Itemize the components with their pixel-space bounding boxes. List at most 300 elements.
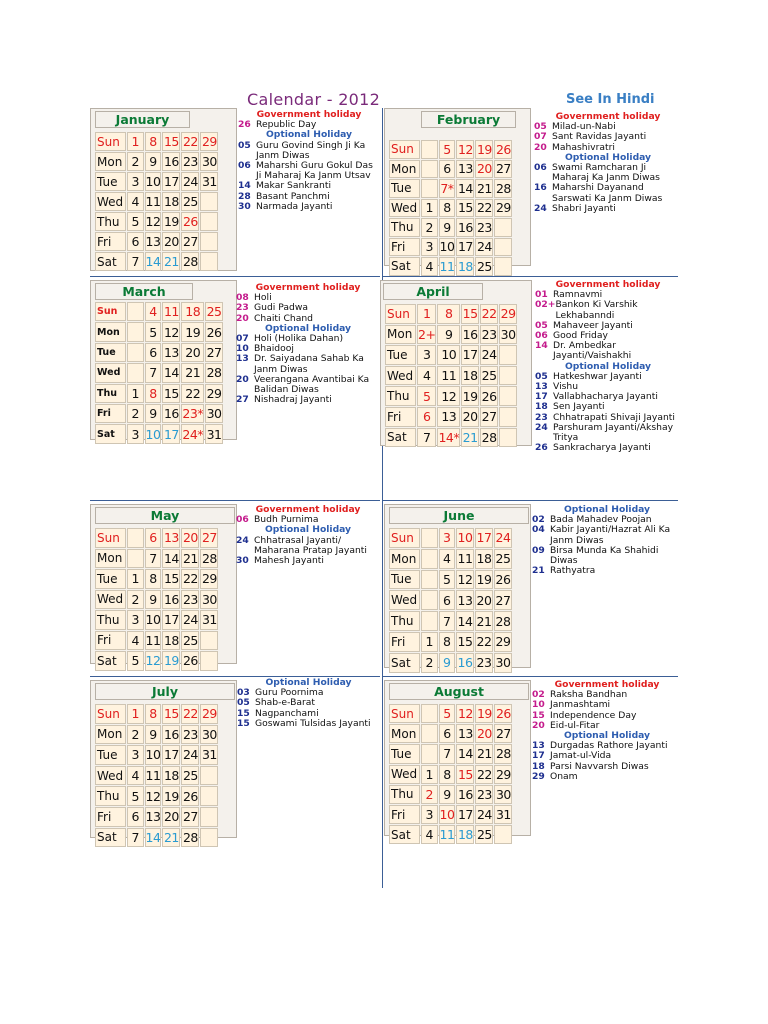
date-cell [499,345,517,365]
week-row-wed [95,590,218,610]
holiday-date: 02 [532,689,545,701]
date-cell: 14 [162,363,180,382]
date-cell: 24 [475,805,493,824]
date-cell [494,238,512,257]
holiday-name: Eid-ul-Fitar [550,719,600,731]
holiday-date: 18 [535,401,548,413]
day-name-mon: Mon [389,549,420,569]
date-cell: 28 [181,828,199,848]
holiday-name: Sen Jayanti [553,401,605,413]
holiday-name: Shab-e-Barat [255,697,316,709]
day-name-sun: Sun [95,132,126,151]
government-holiday-heading: Government holiday [255,282,361,293]
see-in-hindi-link[interactable]: See In Hindi [566,92,655,107]
date-cell: 26 [181,786,199,806]
day-name-fri: Fri [389,805,420,824]
week-row-sun [95,704,218,724]
holiday-date: 07 [534,131,547,143]
date-cell: 28 [200,549,218,569]
date-cell: 10 [439,805,456,824]
date-cell: 5 [439,570,456,590]
date-cell: 30 [201,154,217,169]
week-row-mon [389,549,512,569]
date-cell [421,611,438,631]
date-cell: 26 [205,322,223,341]
date-cell: 3 [127,172,144,191]
holiday-date: 29 [532,770,545,782]
date-cell: 11 [145,631,162,651]
date-cell: 25 [475,825,493,844]
divider [90,276,380,277]
date-cell: 18 [457,258,473,274]
government-holiday-heading: Government holiday [256,109,362,120]
date-cell [127,322,144,341]
date-cell: 17 [457,239,473,255]
holiday-name: Narmada Jayanti [256,200,333,212]
holiday-item [534,163,682,183]
month-july [90,680,237,845]
date-cell: 13 [457,161,473,177]
date-cell: 19 [162,651,180,671]
date-cell: 3 [421,805,438,824]
holiday-item [236,395,380,405]
day-name-mon: Mon [95,549,126,569]
holiday-name: Janmashtami [550,699,611,711]
week-row-sun [95,302,223,321]
date-cell: 30 [494,653,512,673]
week-row-wed [95,363,223,382]
date-cell: 13 [456,724,474,743]
week-row-sat [389,825,512,844]
date-cell: 14 [457,180,473,196]
week-row-thu [95,212,218,231]
date-cell: 24 [476,239,492,255]
date-cell: 22 [475,632,493,652]
day-name-mon: Mon [95,322,126,341]
day-name-fri: Fri [95,404,126,423]
holiday-name: Ramnavmi [553,289,603,301]
date-cell [421,590,438,610]
holiday-item [532,772,682,782]
date-cell: 1 [127,704,144,724]
date-cell: 27 [480,407,498,427]
date-cell: 4 [417,366,436,386]
date-cell: 13 [456,590,474,610]
holiday-item [532,546,682,566]
date-cell: 15 [162,384,180,403]
week-row-wed [95,192,218,211]
week-row-thu [95,384,223,403]
holiday-date: 06 [238,160,251,172]
date-cell: 21 [475,744,493,763]
date-cell [200,631,218,651]
holiday-name: Onam [550,770,578,782]
date-cell: 4 [127,192,144,211]
holiday-date: 13 [236,353,249,365]
week-row-sat [95,252,218,271]
date-cell: 4 [127,631,144,651]
date-cell: 20 [181,528,199,548]
date-cell: 8 [145,384,162,403]
holiday-date: 20 [236,373,249,385]
date-cell: 26 [495,141,511,157]
date-cell: 25 [182,194,198,209]
holiday-date: 20 [534,141,547,153]
page-title: Calendar - 2012 [247,90,381,109]
date-cell: 17 [162,610,180,630]
date-cell [421,528,438,548]
date-cell [200,807,218,827]
holiday-item [238,202,380,212]
date-cell: 23 [181,725,199,745]
date-cell: 12 [437,386,460,406]
week-row-thu [389,218,512,237]
date-cell: 21 [461,428,479,448]
month-grid [94,703,219,848]
date-cell: 27 [495,161,511,177]
month-february [384,108,531,274]
date-cell: 18 [461,366,479,386]
date-cell: 6 [439,590,456,610]
date-cell: 14 [456,744,474,763]
date-cell: 11 [456,549,474,569]
holiday-date: 24 [534,202,547,214]
date-cell: 29 [200,704,218,724]
date-cell: 18 [162,631,180,651]
week-row-wed [95,766,218,786]
date-cell: 18 [163,194,179,209]
date-cell: 22 [480,304,498,324]
holiday-date: 03 [237,687,250,699]
date-cell: 1 [417,304,436,324]
date-cell: 28 [494,611,512,631]
month-grid [388,527,513,674]
date-cell: 22 [182,134,198,149]
holiday-date: 20 [236,312,249,324]
holiday-name: Makar Sankranti [256,180,332,192]
holiday-name: Rathyatra [550,565,596,577]
day-name-tue: Tue [95,745,126,765]
date-cell [200,192,218,211]
date-cell: 24 [480,345,498,365]
holiday-name: Chhatrasal Jayanti/ Maharana Pratap Jayanti [254,534,367,556]
date-cell: 31 [494,805,512,824]
week-row-sat [95,828,218,848]
day-name-sat: Sat [95,828,126,848]
holiday-date: 10 [236,343,249,355]
date-cell: 10 [145,174,161,189]
holiday-name: Sankracharya Jayanti [553,442,651,454]
date-cell: 27 [494,590,512,610]
date-cell: 16 [163,154,179,169]
holiday-date: 23 [535,411,548,423]
day-name-mon: Mon [95,152,126,171]
date-cell [200,651,218,671]
date-cell: 22 [181,704,199,724]
date-cell: 29 [494,765,512,784]
date-cell: 6 [439,724,456,743]
date-cell: 8 [439,765,456,784]
day-name-tue: Tue [389,570,420,590]
date-cell: 20 [163,234,179,249]
date-cell: 27 [182,234,198,249]
date-cell: 26 [182,214,198,229]
date-cell: 5 [439,140,456,159]
holiday-name: Bankon Ki Varshik Lekhabanndi [555,299,638,321]
government-holiday-heading: Government holiday [555,279,661,290]
date-cell: 19 [162,786,180,806]
date-cell: 29 [200,569,218,589]
date-cell: 26 [181,651,199,671]
date-cell: 7 [439,744,456,763]
date-cell: 12 [456,570,474,590]
date-cell: 14 [456,611,474,631]
holiday-item [236,354,380,374]
week-row-sat [95,424,223,443]
date-cell: 24* [181,424,204,443]
holiday-name: Birsa Munda Ka Shahidi Diwas [550,544,659,567]
holiday-name: Raksha Bandhan [550,689,628,701]
week-row-fri [389,632,512,652]
date-cell: 16 [461,325,479,345]
week-row-thu [385,386,517,406]
date-cell: 30 [200,725,218,745]
date-cell: 11 [162,302,180,321]
holiday-date: 06 [534,162,547,174]
date-cell: 7 [145,549,162,569]
date-cell [494,218,512,237]
date-cell: 3 [127,610,144,630]
date-cell: 31 [205,424,223,443]
divider [383,500,678,501]
date-cell: 2 [421,653,438,673]
date-cell [421,179,438,198]
day-name-thu: Thu [385,386,416,406]
holiday-name: Independence Day [550,709,637,721]
date-cell: 30 [494,785,512,804]
holiday-name: Holi (Holika Dahan) [254,333,344,345]
date-cell: 18 [475,549,493,569]
date-cell: 13 [437,407,460,427]
date-cell [127,528,144,548]
holiday-name: Parsi Navvarsh Diwas [550,760,649,772]
date-cell: 4 [421,825,438,844]
holiday-name: Guru Govind Singh Ji Ka Janm Diwas [256,139,366,161]
holidays-august [532,680,682,782]
day-name-fri: Fri [389,238,420,257]
month-grid [384,303,518,448]
day-name-thu: Thu [95,384,126,403]
date-cell: 17 [461,345,479,365]
holiday-item [535,443,681,453]
week-row-thu [95,786,218,806]
holiday-date: 26 [535,442,548,454]
date-cell: 30 [499,325,517,345]
holiday-item [535,341,681,361]
date-cell: 19 [475,570,493,590]
week-row-tue [389,744,512,763]
holiday-name: Maharshi Dayanand Sarswati Ka Janm Diwas [552,182,663,204]
date-cell: 3 [421,238,438,257]
date-cell: 20 [475,724,493,743]
week-row-tue [95,172,218,191]
date-cell: 21 [181,363,204,382]
month-title: June [389,507,529,524]
month-grid [94,301,224,445]
date-cell [200,766,218,786]
date-cell [421,549,438,569]
date-cell: 20 [475,590,493,610]
holidays-march [236,283,380,405]
optional-holiday-heading: Optional Holiday [564,360,652,372]
date-cell: 21 [162,828,180,848]
week-row-fri [95,631,218,651]
date-cell: 30 [200,590,218,610]
date-cell: 10 [437,345,460,365]
date-cell [200,786,218,806]
holiday-date: 14 [238,180,251,192]
date-cell: 4 [145,302,162,321]
holiday-name: Basant Panchmi [256,190,330,202]
date-cell: 26 [480,386,498,406]
month-grid [388,139,513,277]
date-cell: 6 [145,343,162,362]
date-cell: 19 [461,386,479,406]
date-cell [499,386,517,406]
date-cell: 13 [145,234,161,249]
date-cell: 14 [162,549,180,569]
holiday-date: 05 [237,697,250,709]
day-name-wed: Wed [389,765,420,784]
week-row-sun [385,304,517,324]
date-cell [499,428,517,448]
date-cell [200,828,218,848]
date-cell: 10 [439,239,455,255]
date-cell: 29 [494,632,512,652]
date-cell: 8 [439,199,456,218]
holiday-name: Vallabhacharya Jayanti [553,391,658,403]
holiday-date: 01 [535,289,548,301]
date-cell: 15 [461,304,479,324]
date-cell: 7* [440,180,454,196]
date-cell: 5 [127,212,144,231]
day-name-fri: Fri [95,631,126,651]
week-row-fri [389,238,512,257]
date-cell: 11 [437,366,460,386]
date-cell: 23* [181,404,204,423]
month-title: April [383,283,483,300]
date-cell: 1 [421,765,438,784]
week-row-sat [389,257,512,276]
holiday-date: 07 [236,333,249,345]
week-row-tue [95,343,223,362]
date-cell [499,407,517,427]
week-row-sun [95,528,218,548]
date-cell: 25 [181,631,199,651]
month-title: February [421,111,516,128]
holiday-date: 04 [532,524,545,536]
date-cell: 24 [181,610,199,630]
day-name-fri: Fri [385,407,416,427]
holiday-date: 30 [238,200,251,212]
date-cell: 31 [201,174,217,189]
date-cell: 8 [439,632,456,652]
optional-holiday-heading: Optional Holiday [563,730,651,742]
month-title: August [389,683,529,700]
date-cell: 28 [182,254,198,269]
holiday-name: Mahashivratri [552,141,615,153]
date-cell: 29 [495,200,511,216]
holiday-name: Dr. Ambedkar Jayanti/Vaishakhi [553,340,632,362]
week-row-tue [389,570,512,590]
date-cell: 7 [145,363,162,382]
holiday-date: 08 [236,292,249,304]
date-cell: 18 [181,302,204,321]
month-may [90,504,237,669]
day-name-wed: Wed [95,192,126,211]
day-name-thu: Thu [389,218,420,237]
date-cell: 23 [182,154,198,169]
day-name-wed: Wed [385,366,416,386]
day-name-wed: Wed [95,590,126,610]
date-cell: 13 [162,528,180,548]
week-row-fri [95,807,218,827]
month-january [90,108,237,271]
day-name-fri: Fri [389,632,420,652]
week-row-sun [389,704,512,723]
holidays-february [534,112,682,214]
date-cell: 5 [439,704,456,723]
date-cell: 6 [439,160,456,179]
date-cell: 28 [480,428,498,448]
date-cell [200,252,218,271]
date-cell: 13 [162,343,180,362]
date-cell: 9 [439,785,456,804]
day-name-sun: Sun [385,304,416,324]
holiday-date: 05 [534,121,547,133]
date-cell: 24 [494,528,512,548]
holiday-item [236,536,380,556]
date-cell: 14 [145,254,161,269]
date-cell: 17 [162,745,180,765]
holiday-date: 05 [238,139,251,151]
week-row-mon [95,152,218,171]
day-name-fri: Fri [95,807,126,827]
date-cell: 23 [476,219,492,235]
date-cell: 15 [456,765,474,784]
holiday-name: Hatkeshwar Jayanti [553,370,642,382]
date-cell: 8 [145,132,162,151]
date-cell: 9 [145,152,162,171]
month-august [384,680,531,843]
day-name-thu: Thu [389,611,420,631]
week-row-tue [95,569,218,589]
holiday-item [532,566,682,576]
day-name-thu: Thu [95,610,126,630]
date-cell: 16 [456,785,474,804]
date-cell: 2 [127,152,144,171]
day-name-thu: Thu [95,786,126,806]
date-cell: 20 [476,161,492,177]
date-cell: 6 [145,528,162,548]
holiday-name: Jamat-ul-Vida [550,750,612,762]
holiday-date: 23 [236,302,249,314]
holiday-name: Budh Purnima [254,514,319,526]
holiday-date: 15 [532,709,545,721]
holiday-date: 24 [236,534,249,546]
holiday-name: Gudi Padwa [254,302,308,314]
holiday-date: 13 [535,381,548,393]
